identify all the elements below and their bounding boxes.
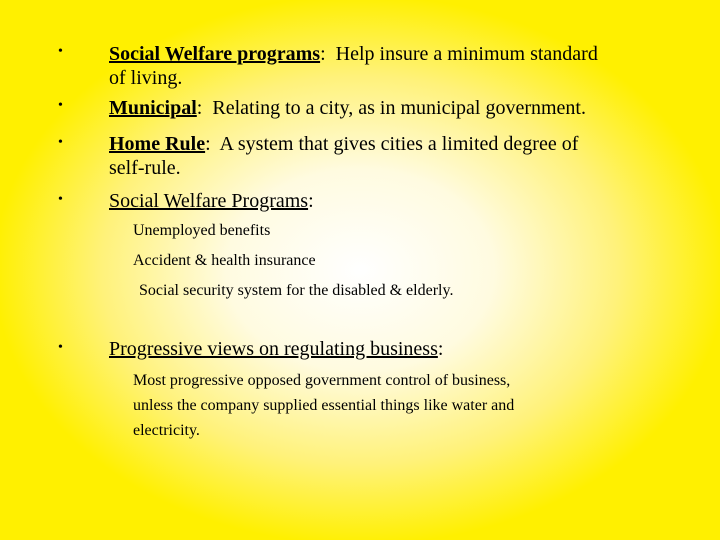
term-social-welfare-programs: Social Welfare programs xyxy=(109,43,321,65)
progressive-note-line: Most progressive opposed government control of business, xyxy=(133,372,511,389)
welfare-list-item: Accident & health insurance xyxy=(133,252,316,269)
term-separator: : xyxy=(437,338,444,360)
bullet-marker: • xyxy=(58,135,63,150)
welfare-list-item: Social security system for the disabled & elderly. xyxy=(139,282,454,299)
definition-continuation: of living. xyxy=(109,67,183,89)
term-municipal: Municipal xyxy=(109,97,197,119)
progressive-note-line: unless the company supplied essential things like water and xyxy=(133,397,515,414)
bullet-marker: • xyxy=(58,192,63,207)
progressive-note-line: electricity. xyxy=(133,422,200,439)
bullet-marker: • xyxy=(58,98,63,113)
term-separator: : xyxy=(196,97,203,119)
term-home-rule: Home Rule xyxy=(109,133,206,155)
definition-continuation: self-rule. xyxy=(109,157,181,179)
heading-progressive-views xyxy=(109,337,443,361)
definition-text: Relating to a city, as in municipal government. xyxy=(202,97,586,119)
welfare-list-item: Unemployed benefits xyxy=(133,222,271,239)
term-separator: : xyxy=(205,133,211,155)
definition-municipal xyxy=(109,96,586,120)
term-progressive-views: Progressive views on regulating business xyxy=(109,338,438,360)
term-separator: : xyxy=(320,43,326,65)
definition-home-rule xyxy=(109,132,578,156)
definition-social-welfare xyxy=(109,42,598,66)
definition-text: Help insure a minimum standard xyxy=(325,43,598,65)
heading-social-welfare-programs xyxy=(109,189,314,213)
term-social-welfare-programs-list: Social Welfare Programs xyxy=(109,190,309,212)
bullet-marker: • xyxy=(58,340,63,355)
definition-text: A system that gives cities a limited degree of xyxy=(210,133,579,155)
bullet-marker: • xyxy=(58,44,63,59)
term-separator: : xyxy=(308,190,314,212)
